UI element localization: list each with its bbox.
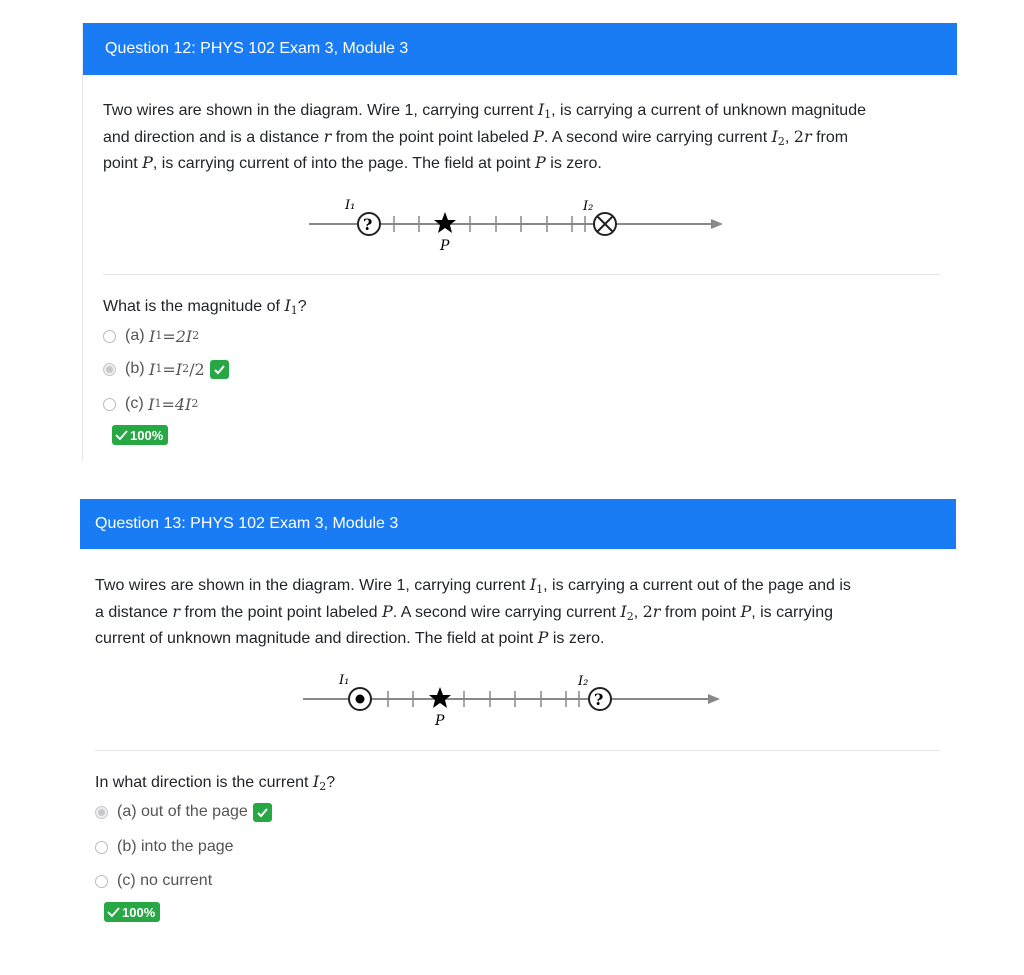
option-b[interactable]: (b) I 1 = I 2 /2 bbox=[103, 359, 229, 379]
into-page-icon bbox=[594, 213, 616, 235]
question-12-diagram bbox=[305, 195, 735, 255]
wire-2-label: I₂ bbox=[578, 674, 589, 689]
check-icon bbox=[115, 429, 128, 441]
score-badge: 100% bbox=[112, 425, 168, 445]
option-c[interactable]: (c) I 1 = 4I 2 bbox=[103, 394, 198, 414]
option-out-of-page[interactable]: (a) out of the page bbox=[95, 802, 272, 822]
radio-icon[interactable] bbox=[95, 806, 108, 819]
option-no-current[interactable]: (c) no current bbox=[95, 871, 212, 891]
point-p-label: P bbox=[440, 238, 450, 254]
radio-icon[interactable] bbox=[103, 330, 116, 343]
question-13-diagram bbox=[299, 670, 729, 730]
check-icon bbox=[253, 803, 272, 822]
question-12-prompt: What is the magnitude of $I_1$? bbox=[103, 296, 307, 317]
wire-2-symbol: ? bbox=[594, 690, 604, 709]
divider bbox=[103, 274, 940, 275]
point-p-label: P bbox=[435, 713, 445, 729]
question-13-title: Question 13: PHYS 102 Exam 3, Module 3 bbox=[95, 515, 399, 532]
wire-1-symbol: ? bbox=[363, 215, 373, 234]
check-icon bbox=[107, 906, 120, 918]
star-icon bbox=[434, 212, 456, 233]
arrow-icon bbox=[711, 219, 723, 229]
wire-1-label: I₁ bbox=[345, 198, 356, 213]
question-12-header bbox=[83, 23, 957, 75]
radio-icon[interactable] bbox=[95, 875, 108, 888]
score-badge: 100% bbox=[104, 902, 160, 922]
radio-icon[interactable] bbox=[103, 363, 116, 376]
question-13-text: Two wires are shown in the diagram. Wire 1, carrying current $I_1$, is carrying a current out of the page and is a distance r from the point point labeled P. A second wire carrying current $I_2$, 2r from point P, is carrying current of unknown magnitude and direction. The field at point P is zero. bbox=[95, 575, 851, 647]
question-12-title: Question 12: PHYS 102 Exam 3, Module 3 bbox=[105, 40, 409, 57]
radio-icon[interactable] bbox=[95, 841, 108, 854]
question-12-text: Two wires are shown in the diagram. Wire 1, carrying current $I_1$, is carrying a current of unknown magnitude and direction and is a distance r from the point point labeled P. A second wire carrying current $I_2$, 2r from point P, is carrying current of into the page. The field at point P is zero. bbox=[103, 100, 866, 172]
check-icon bbox=[210, 360, 229, 379]
radio-icon[interactable] bbox=[103, 398, 116, 411]
question-13-header bbox=[80, 499, 956, 549]
divider bbox=[95, 750, 940, 751]
arrow-icon bbox=[708, 694, 720, 704]
wire-2-label: I₂ bbox=[583, 199, 594, 214]
star-icon bbox=[429, 687, 451, 708]
option-a[interactable]: (a) I 1 = 2I 2 bbox=[103, 326, 199, 346]
option-into-page[interactable]: (b) into the page bbox=[95, 837, 234, 857]
question-13-prompt: In what direction is the current $I_2$? bbox=[95, 772, 336, 793]
out-of-page-icon bbox=[349, 688, 371, 710]
wire-1-label: I₁ bbox=[339, 673, 350, 688]
